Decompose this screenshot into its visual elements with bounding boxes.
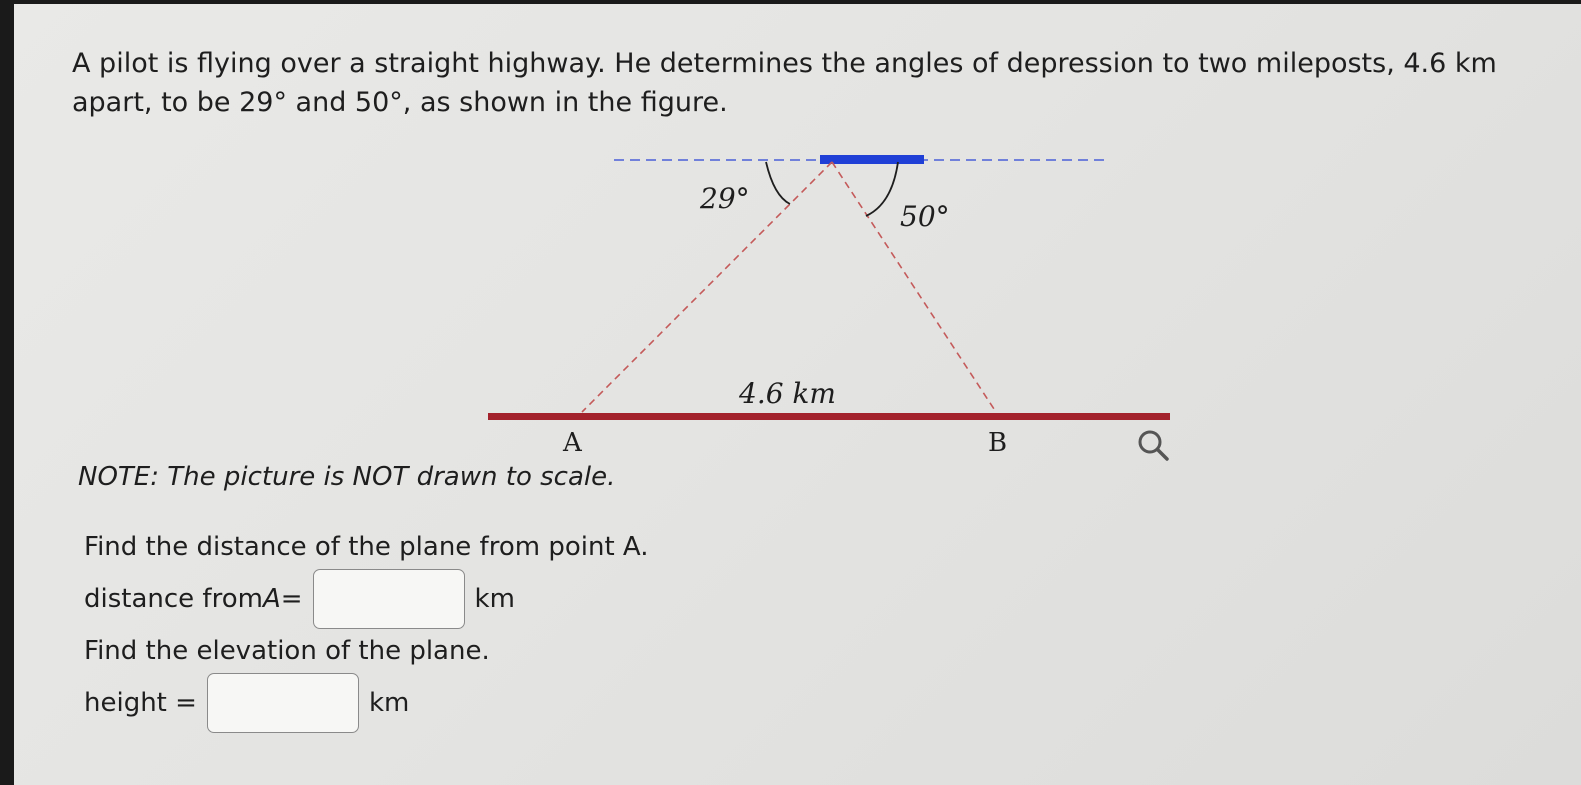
- problem-line-1: A pilot is flying over a straight highway. He determines the angles of depression to two mileposts, 4.6 km: [72, 48, 1497, 79]
- question-1-prompt: Find the distance of the plane from point A.: [84, 532, 649, 562]
- height-label: height =: [84, 688, 197, 718]
- question-2-prompt: Find the elevation of the plane.: [84, 636, 490, 666]
- point-b-label: B: [988, 428, 1008, 458]
- angle-right-label: 50°: [900, 200, 950, 233]
- distance-label-suffix: =: [280, 584, 303, 614]
- height-input[interactable]: [207, 673, 359, 733]
- distance-label-prefix: distance from: [84, 584, 263, 614]
- angle-arc-29: [766, 162, 790, 204]
- distance-unit: km: [474, 584, 515, 614]
- screen: [14, 4, 1581, 785]
- highway-line: [488, 413, 1170, 420]
- search-icon[interactable]: [1134, 426, 1174, 466]
- question-1-answer-row: [84, 569, 515, 629]
- height-unit: km: [368, 688, 410, 718]
- distance-input[interactable]: [313, 569, 465, 629]
- question-2-answer-row: [84, 673, 409, 733]
- figure-diagram: [14, 4, 1581, 504]
- distance-label-var: A: [262, 584, 281, 614]
- distance-label: 4.6 km: [739, 377, 836, 410]
- angle-arc-50: [866, 162, 898, 216]
- angle-left-label: 29°: [700, 182, 750, 215]
- point-a-label: A: [563, 428, 582, 458]
- problem-line-2: apart, to be 29° and 50°, as shown in the figure.: [72, 87, 728, 118]
- figure-note: NOTE: The picture is NOT drawn to scale.: [78, 462, 616, 492]
- plane-marker: [820, 155, 924, 164]
